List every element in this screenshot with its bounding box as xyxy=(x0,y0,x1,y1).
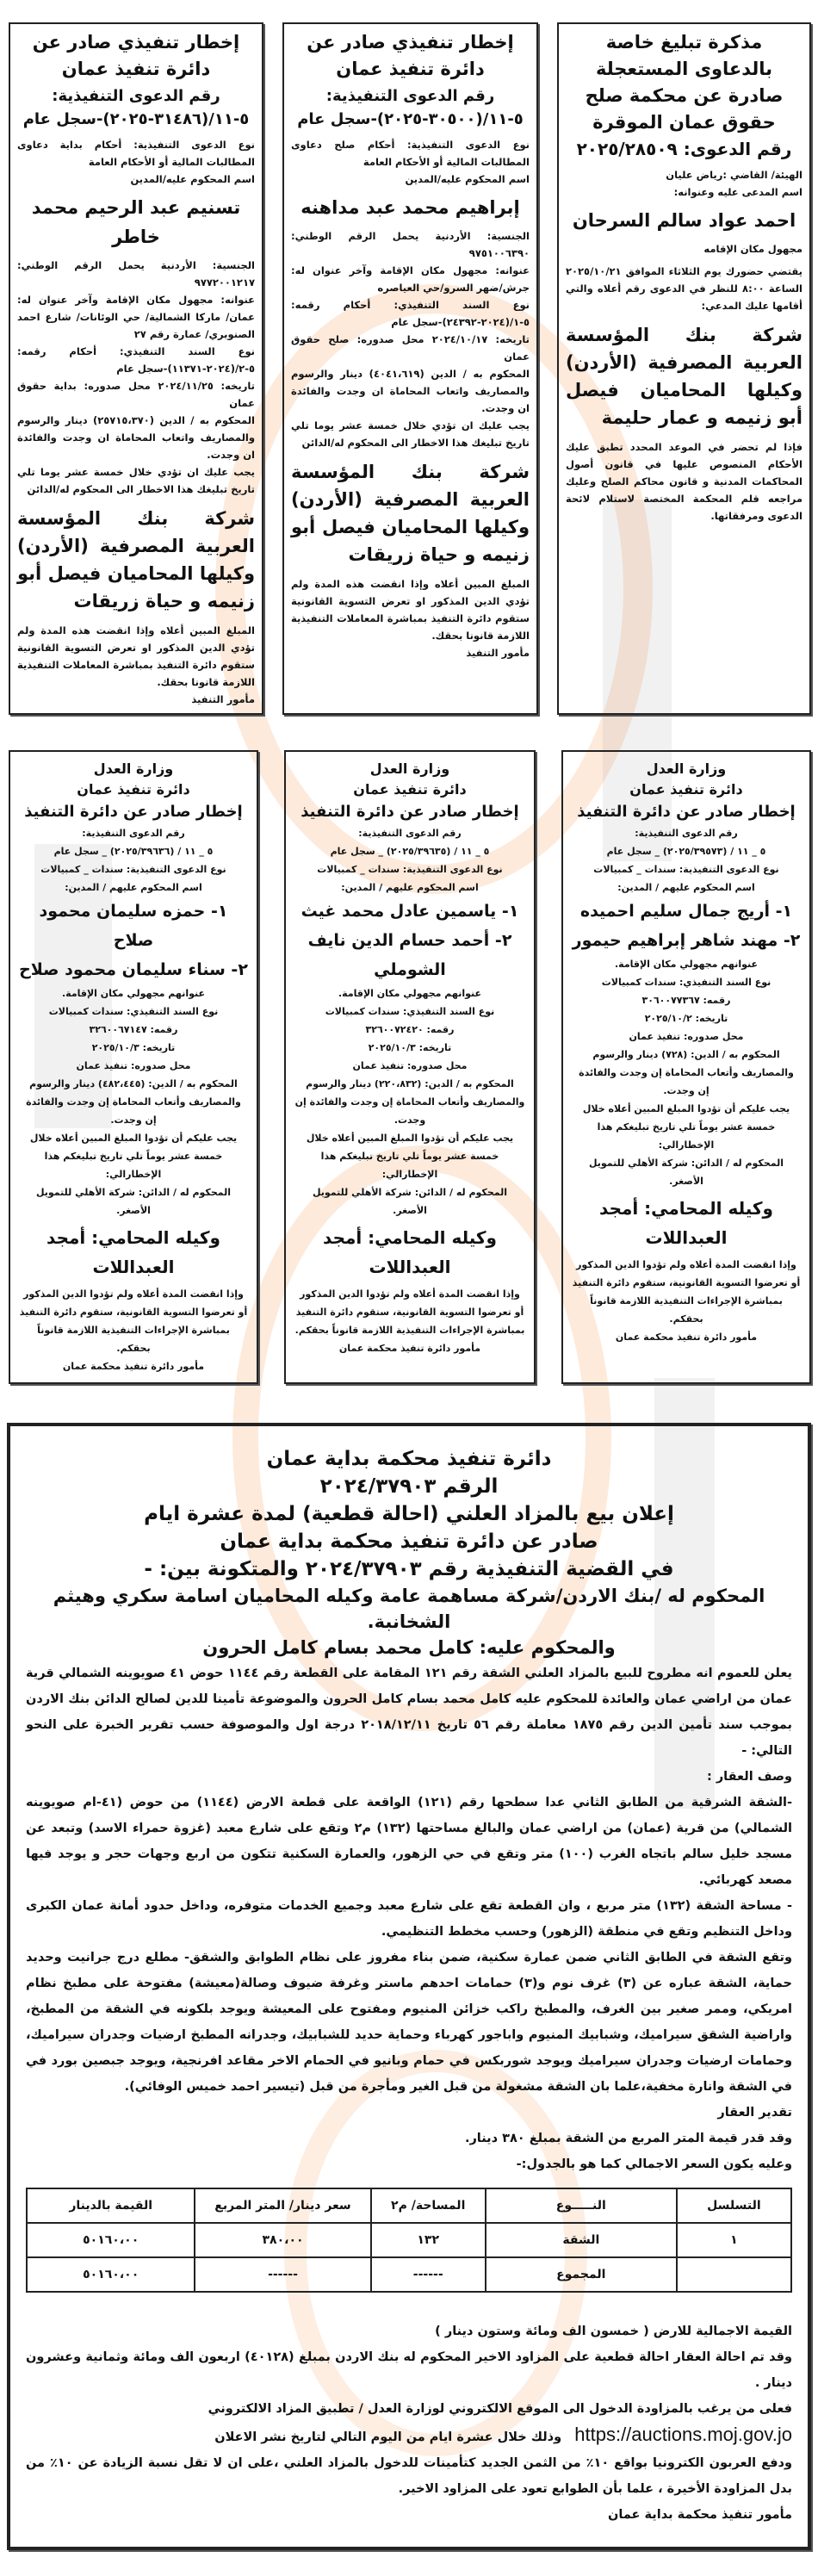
moj-notice xyxy=(561,750,811,1384)
amount: المحكوم به / الدين (٤٠٤١،٦١٩) دينار والرسوم والمصاريف واتعاب المحاماة ان وجدت والفائدة ان وجدت. xyxy=(291,368,530,414)
hearing-details: يقتضي حضورك يوم الثلاثاء الموافق ٢٠٢٥/١٠/٢١ الساعة ٨:٠٠ للنظر في الدعوى رقم أعلاه والتي أقامها عليك المدعي: xyxy=(566,265,803,312)
closing: المبلغ المبين أعلاه وإذا انقضت هذه المدة ولم تؤدي الدين المذكور او تعرض التسوية القانونية ستقوم دائرة التنفيذ بمباشرة المعاملات التنفيذية اللازمة قانونا بحقك. xyxy=(291,578,530,642)
creditor: المحكوم له / الدائن: شركة الأهلي للتمويل الأصغر. xyxy=(35,1187,232,1216)
case-number: رقم الدعوى التنفيذية: ٥-١١/(٣٠٥٠٠-٢٠٢٥)-سجل عام xyxy=(297,87,524,128)
address: عنوانهم مجهولي مكان الإقامة. xyxy=(338,988,481,999)
department: دائرة تنفيذ عمان xyxy=(629,781,743,798)
bidding-period: وذلك خلال عشرة ايام من اليوم التالي لتاريخ نشر الاعلان xyxy=(214,2430,562,2444)
address: عنوانهم مجهولي مكان الإقامة. xyxy=(61,988,205,999)
table-cell xyxy=(677,2257,791,2292)
notice-title: إخطار صادر عن دائرة التنفيذ xyxy=(301,803,519,821)
lawyer: وكيله المحامي: أمجد العبداللات xyxy=(46,1227,220,1277)
case-label: رقم الدعوى التنفيذية: xyxy=(635,828,738,839)
deposit-text: ودفع العربون الكترونيا بواقع ١٠٪ من الثمن الجديد كتأمينات للدخول بالمزاد العلني ،على ان لا تقل نسبة الزيادة عن ١٠٪ من بدل المزاودة الأخيرة ، علما بأن الطوابع تعود على المزاود الاخير. xyxy=(26,2456,792,2496)
notice-footer: فإذا لم تحضر في الموعد المحدد تطبق عليك الأحكام المنصوص عليها في قانون أصول المحاكمات المدنية و قانون محاكم الصلح وعليك مراجعه قلم المحكمة المختصة لاستلام لائحة الدعوى ومرفقاتها. xyxy=(566,441,803,522)
table-row xyxy=(27,2257,791,2292)
table-cell: ------ xyxy=(195,2257,370,2292)
bidding-text: فعلى من يرغب بالمزاودة الدخول الى الموقع الالكتروني لوزارة العدل / تطبيق المزاد الالكتروني xyxy=(208,2402,792,2416)
table-cell: الشقة xyxy=(486,2223,677,2257)
column-header: النـــــوع xyxy=(486,2188,677,2223)
property-description-heading: وصف العقار : xyxy=(706,1770,792,1784)
case-label: رقم الدعوى التنفيذية: xyxy=(82,828,185,839)
instruction: يجب عليكم أن تؤدوا المبلغ المبين أعلاه خلال خمسة عشر يوماً تلي تاريخ تبليغكم هذا الإخطارالي: xyxy=(29,1133,238,1180)
table-cell: ١ xyxy=(677,2223,791,2257)
deed-type: نوع السند التنفيذي: سندات كمبيالات xyxy=(325,1006,495,1017)
closing: وإذا انقضت المدة أعلاه ولم تؤدوا الدين المذكور أو تعرضوا التسوية القانونية، ستقوم دائرة التنفيذ بمباشرة الإجراءات التنفيذية اللازمة قانوناً بحقكم. xyxy=(19,1288,248,1354)
moj-notice xyxy=(284,750,536,1384)
debtor-name: ٢- مهند شاهر إبراهيم حيمور xyxy=(572,931,801,950)
summons-notice xyxy=(557,22,811,715)
debtor-name: تسنيم عبد الرحيم محمد خاطر xyxy=(31,197,241,247)
table-cell: ------ xyxy=(371,2257,486,2292)
auction-creditor: المحكوم له /بنك الاردن/شركة مساهمة عامة وكيله المحاميان اسامة سكري وهيثم الشخانبة. xyxy=(53,1586,765,1632)
total-value: القيمة الاجمالية للارض ( خمسون الف ومائة وستون دينار ) xyxy=(435,2325,792,2338)
deed-date: تاريخه: ٢٠٢٤/١٠/١٧ محل صدوره: صلح حقوق عمان xyxy=(291,333,530,363)
auction-number: الرقم ٢٠٢٤/٣٧٩٠٣ xyxy=(319,1475,499,1498)
ministry: وزارة العدل xyxy=(646,760,727,777)
case-type: نوع الدعوى التنفيذية: سندات _ كمبيالات xyxy=(40,864,226,875)
auction-url-link[interactable]: https://auctions.moj.gov.jo xyxy=(574,2424,792,2445)
defendant-name: احمد عواد سالم السرحان xyxy=(572,210,796,231)
signature: مأمور دائرة تنفيذ محكمة عمان xyxy=(62,1361,205,1372)
lawyer: وكيله المحامي: أمجد العبداللات xyxy=(323,1227,497,1277)
amount: المحكوم به / الدين: (٤٨٢،٤٤٥) دينار والرسوم والمصاريف وأتعاب المحاماة إن وجدت والفائدة إن وجدت. xyxy=(26,1078,241,1126)
lawyer: وكيله المحامي: أمجد العبداللات xyxy=(599,1198,773,1248)
debtor-name: ٢- سناء سليمان محمود صلاح xyxy=(19,960,248,979)
column-header: سعر دينار/ المتر المربع xyxy=(195,2188,370,2223)
case-number: رقم الدعوى: ٢٠٢٥/٢٨٥٠٩ xyxy=(576,139,792,159)
signature: مأمور التنفيذ xyxy=(191,693,255,705)
auction-intro: يعلن للعموم انه مطروح للبيع بالمزاد العلني الشقة رقم ١٢١ المقامة على القطعة رقم ١١٤٤ حوض ٤١ صويوينه الشمالي قرية عمان من اراضي عمان والعائدة للمحكوم عليه كامل محمد بسام كامل الحرون والموضوعة تأمينا للدين لصالح الدائن بنك الاردن بموجب سند تأمين الدين رقم ١٨٧٥ معاملة رقم ٥٦ تاريخ ٢٠١٨/١٢/١١ درجة اول والموصوفة حسب تقرير الخبرة على النحو التالي: - xyxy=(26,1667,792,1758)
department: دائرة تنفيذ عمان xyxy=(353,781,467,798)
case-type: نوع الدعوى التنفيذية: أحكام بداية دعاوى المطالبات المالية أو الأحكام العامة xyxy=(17,139,255,168)
property-description: وتقع الشقة في الطابق الثاني ضمن عمارة سكنية، ضمن بناء مفروز على نظام الطوابق والشقق- مطلع درج جرانيت وحديد حماية، الشقة عباره عن (٣) غرف نوم و(٣) حمامات احدهم ماستر وغرفة ضيوف وصالة(معيشة) مفتوحة على مطبخ نظام امريكي، وممر صغير بين الغرف، والمطبخ راكب خزائن المنيوم ومفتوح على المعيشة ويوجد بلكونه في الشقة من المطبخ، واراضية الشقق سيراميك، وشبابيك المنيوم واباجور كهرباء وحماية حديد للشبابيك، وجدرانه المطبخ ارضيات وجدران سيراميك، وحمامات ارضيات وجدران سيراميك ويوجد شوربكس في حمام وبانيو في الحمام الاخر مقاعد افرنجية، ويوجد جبصين بورد في في الشقة وانارة مخفية،علما بان الشقة مشغولة من قبل الغير ومأجرة من قبل (تيسير احمد خميس الوفائي). xyxy=(26,1951,792,2094)
signature: مأمور دائرة تنفيذ محكمة عمان xyxy=(338,1343,481,1354)
address: عنوانه: مجهول مكان الإقامة وآخر عنوان له: عمان/ ماركا الشمالية/ حي الوئانات/ شارع احمد الصنوبري/ عمارة رقم ٢٧ xyxy=(17,294,255,340)
address: عنوانه: مجهول مكان الإقامة وآخر عنوان له: جرش/ضهر السرو/حي العياصره xyxy=(291,264,530,294)
auction-case: في القضية التنفيذية رقم ٢٠٢٤/٣٧٩٠٣ والمتكونة بين: - xyxy=(144,1558,674,1580)
plaintiff: شركة بنك المؤسسة العربية المصرفية (الأردن) وكيلها المحاميان فيصل أبو زنيمه و عمار حليمة xyxy=(566,325,803,428)
notices-row-middle xyxy=(9,750,811,1384)
judge: الهيئة/ القاضي :رياض عليان xyxy=(666,169,803,181)
deed-number: رقمه: ٣٠٦٠٠٧٧٣٦٧ xyxy=(641,995,731,1006)
execution-notice xyxy=(9,22,263,715)
deed: نوع السند التنفيذي: أحكام رقمه: ٥-٢/(٢٠٢٤-١١٣٧١)-سجل عام xyxy=(17,345,255,375)
valuation-text: وعليه يكون السعر الاجمالي كما هو بالجدول:- xyxy=(516,2157,792,2171)
auction-notice xyxy=(7,1423,811,2550)
nationality: الجنسية: الأردنية يحمل الرقم الوطني: ٩٧٧٢٠٠١٢١٧ xyxy=(17,259,255,289)
valuation-table xyxy=(26,2188,792,2293)
debtor-name: ٢- أحمد حسام الدين نايف الشوملي xyxy=(307,931,512,979)
department: دائرة تنفيذ عمان xyxy=(77,781,190,798)
moj-notice xyxy=(9,750,258,1384)
case-type: نوع الدعوى التنفيذية: سندات _ كمبيالات xyxy=(317,864,503,875)
bidding-url-line xyxy=(26,2422,792,2450)
table-cell: ١٣٢ xyxy=(371,2223,486,2257)
debtor-label: اسم المحكوم عليه/المدين xyxy=(405,173,530,185)
column-header: المساحة/ م٢ xyxy=(371,2188,486,2223)
amount: المحكوم به / الدين (٢٥٧١٥،٣٧٠) دينار والرسوم والمصاريف واتعاب المحاماة ان وجدت والفائدة ان وجدت. xyxy=(17,414,255,461)
instruction: يجب عليكم أن تؤدوا المبلغ المبين أعلاه خلال خمسة عشر يوماً تلي تاريخ تبليغكم هذا الإخطارالي: xyxy=(582,1103,790,1151)
deed-date: تاريخه: ٢٠٢٥/١٠/٣ xyxy=(368,1042,452,1053)
instruction: يجب عليك ان تؤدي خلال خمسة عشر يوما تلي تاريخ تبليغك هذا الاخطار الى المحكوم له/الدائن xyxy=(291,419,530,449)
creditor: شركة بنك المؤسسة العربية المصرفية (الأردن) وكيلها المحاميان فيصل أبو زنيمه و حياة زريقات xyxy=(17,508,255,611)
nationality: الجنسية: الأردنية يحمل الرقم الوطني: ٩٧٥١٠٠٦٣٩٠ xyxy=(291,230,530,259)
notice-title: إخطار صادر عن دائرة التنفيذ xyxy=(24,803,243,821)
notices-row-top xyxy=(9,22,811,715)
creditor: المحكوم له / الدائن: شركة الأهلي للتمويل الأصغر. xyxy=(312,1187,508,1216)
deed-number: رقمه: ٣٢٦٠٠٧٢٤٢٠ xyxy=(365,1024,455,1035)
debtors-label: اسم المحكوم عليهم / المدين: xyxy=(341,882,479,893)
valuation-heading: تقدير العقار xyxy=(717,2106,792,2120)
case-number: ٥ _ ١١ / (٢٠٢٥/٣٩٦٣٥) _ سجل عام xyxy=(330,846,490,857)
signature: مأمور دائرة تنفيذ محكمة عمان xyxy=(615,1331,758,1343)
table-cell: ٥٠١٦٠،٠٠ xyxy=(27,2257,195,2292)
defendant-label: اسم المدعى عليه وعنوانه: xyxy=(673,186,803,198)
signature: مأمور التنفيذ xyxy=(466,647,530,659)
notice-title: مذكرة تبليغ خاصة بالدعاوى المستعجلة صادرة عن محكمة صلح حقوق عمان الموقرة xyxy=(585,32,784,133)
table-cell: المجموع xyxy=(486,2257,677,2292)
property-description: - مساحة الشقة (١٣٢) متر مربع ، وان القطعة تقع على شارع معبد وجميع الخدمات متوفره، وداخل حدود أمانة عمان الكبرى وداخل التنظيم وتقع في منطقة (الزهور) وحسب مخطط التنظيمي. xyxy=(26,1899,792,1939)
closing: المبلغ المبين أعلاه وإذا انقضت هذه المدة ولم تؤدي الدين المذكور او تعرض التسوية القانونية ستقوم دائرة التنفيذ بمباشرة المعاملات التنفيذية اللازمة قانونا بحقك. xyxy=(17,624,255,688)
debtor-name: ١- أريج جمال سليم احميده xyxy=(579,902,793,921)
closing: وإذا انقضت المدة أعلاه ولم تؤدوا الدين المذكور أو تعرضوا التسوية القانونية، ستقوم دائرة التنفيذ بمباشرة الإجراءات التنفيذية اللازمة قانوناً بحقكم. xyxy=(294,1288,525,1336)
referral-text: وقد تم احالة العقار احالة قطعية على المزاود الاخير المحكوم له بنك الاردن بمبلغ (٤٠١٢٨) اربعون الف ومائة وثمانية وعشرون دينار . xyxy=(26,2350,793,2390)
column-header: القيمة بالدينار xyxy=(27,2188,195,2223)
case-number: رقم الدعوى التنفيذية: ٥-١١/(٣١٤٨٦-٢٠٢٥)-سجل عام xyxy=(22,87,250,128)
property-description: -الشقة الشرقية من الطابق الثاني عدا سطحها رقم (١٢١) الواقعة على قطعة الارض (١١٤٤) من حوض (٤١-ام صويوينه الشمالي) من قرية (عمان) من اراضي عمان والبالغ مساحتها (١٣٢) م٢ وتقع على شارع معبد (غزوة حمراء الاسد) وتبعد عن مسجد خليل سالم باتجاه الغرب (١٠٠) متر وتقع في حي الزهور، والعمارة السكنية تتكون من اربع وجهات حجر و يوجد فيها مصعد كهربائي. xyxy=(26,1796,793,1887)
case-number: ٥ _ ١١ / (٢٠٢٥/٣٩٥٧٣) _ سجل عام xyxy=(606,846,766,857)
auction-header: دائرة تنفيذ محكمة بداية عمان xyxy=(266,1448,552,1470)
creditor: المحكوم له / الدائن: شركة الأهلي للتمويل الأصغر. xyxy=(588,1158,784,1187)
debtors-label: اسم المحكوم عليهم / المدين: xyxy=(617,882,755,893)
defendant-address: مجهول مكان الإقامه xyxy=(703,243,803,255)
notice-title: إخطار تنفيذي صادر عن دائرة تنفيذ عمان xyxy=(32,32,240,79)
deed-date: تاريخه: ٢٠٢٤/١١/٢٥ محل صدوره: بداية حقوق عمان xyxy=(17,380,255,409)
execution-notice xyxy=(282,22,538,715)
table-cell: ٥٠١٦٠،٠٠ xyxy=(27,2223,195,2257)
case-type: نوع الدعوى التنفيذية: سندات _ كمبيالات xyxy=(593,864,779,875)
table-cell: ٣٨٠،٠٠ xyxy=(195,2223,370,2257)
deed-type: نوع السند التنفيذي: سندات كمبيالات xyxy=(601,977,772,988)
deed: نوع السند التنفيذي: أحكام رقمه: ٥-١/(٢٠٢٤-٢٤٣٩٢)-سجل عام xyxy=(291,299,530,328)
debtor-label: اسم المحكوم عليه/المدين xyxy=(130,173,255,185)
debtor-name: ١- حمزه سليمان محمود صلاح xyxy=(39,902,228,950)
issued-at: محل صدوره: تنفيذ عمان xyxy=(352,1060,468,1071)
auction-issuer: صادر عن دائرة تنفيذ محكمة بداية عمان xyxy=(220,1530,598,1553)
issued-at: محل صدوره: تنفيذ عمان xyxy=(629,1031,744,1042)
instruction: يجب عليكم أن تؤدوا المبلغ المبين أعلاه خلال خمسة عشر يوماً تلي تاريخ تبليغكم هذا الإخطارالي: xyxy=(306,1133,514,1180)
case-type: نوع الدعوى التنفيذية: أحكام صلح دعاوى المطالبات المالية أو الأحكام العامة xyxy=(291,139,530,168)
notice-title: إخطار صادر عن دائرة التنفيذ xyxy=(577,803,796,821)
address: عنوانهم مجهولي مكان الإقامة. xyxy=(614,959,758,970)
auction-title: إعلان بيع بالمزاد العلني (احالة قطعية) لمدة عشرة ايام xyxy=(144,1503,674,1525)
amount: المحكوم به / الدين: (٢٢٠،٨٣٢) دينار والرسوم والمصاريف وأتعاب المحاماة إن وجدت والفائدة إن وجدت. xyxy=(294,1078,525,1126)
case-number: ٥ _ ١١ / (٢٠٢٥/٣٩٦٣٦) _ سجل عام xyxy=(53,846,214,857)
ministry: وزارة العدل xyxy=(369,760,450,777)
creditor: شركة بنك المؤسسة العربية المصرفية (الأردن) وكيلها المحاميان فيصل أبو زنيمه و حياة زريقات xyxy=(291,462,530,565)
notice-title: إخطار تنفيذي صادر عن دائرة تنفيذ عمان xyxy=(307,32,514,79)
ministry: وزارة العدل xyxy=(93,760,174,777)
deed-type: نوع السند التنفيذي: سندات كمبيالات xyxy=(48,1006,219,1017)
auction-debtor: والمحكوم عليه: كامل محمد بسام كامل الحرون xyxy=(202,1637,616,1658)
debtor-name: إبراهيم محمد عبد مداهنه xyxy=(301,197,520,218)
column-header: التسلسل xyxy=(677,2188,791,2223)
table-header-row xyxy=(27,2188,791,2223)
amount: المحكوم به / الدين: (٧٢٨) دينار والرسوم والمصاريف وأتعاب المحاماة إن وجدت والفائدة إن وجدت. xyxy=(579,1049,794,1096)
signature: مأمور تنفيذ محكمة بداية عمان xyxy=(608,2508,792,2522)
deed-date: تاريخه: ٢٠٢٥/١٠/٣ xyxy=(91,1042,176,1053)
debtors-label: اسم المحكوم عليهم / المدين: xyxy=(65,882,202,893)
debtor-name: ١- ياسمين عادل محمد غيث xyxy=(301,902,519,921)
closing: وإذا انقضت المدة أعلاه ولم تؤدوا الدين المذكور أو تعرضوا التسوية القانونية، ستقوم دائرة التنفيذ بمباشرة الإجراءات التنفيذية اللازمة قانوناً بحقكم. xyxy=(572,1259,801,1325)
instruction: يجب عليك ان تؤدي خلال خمسة عشر يوما تلي تاريخ تبليغك هذا الاخطار الى المحكوم له/الدائن xyxy=(17,466,255,495)
case-label: رقم الدعوى التنفيذية: xyxy=(358,828,462,839)
valuation-text: وقد قدر قيمة المتر المربع من الشقة بمبلغ ٣٨٠ دينار. xyxy=(464,2132,792,2145)
deed-number: رقمه: ٣٢٦٠٠٦٧١٤٧ xyxy=(89,1024,178,1035)
table-row xyxy=(27,2223,791,2257)
deed-date: تاريخه: ٢٠٢٥/١٠/٢ xyxy=(644,1013,728,1024)
issued-at: محل صدوره: تنفيذ عمان xyxy=(76,1060,191,1071)
